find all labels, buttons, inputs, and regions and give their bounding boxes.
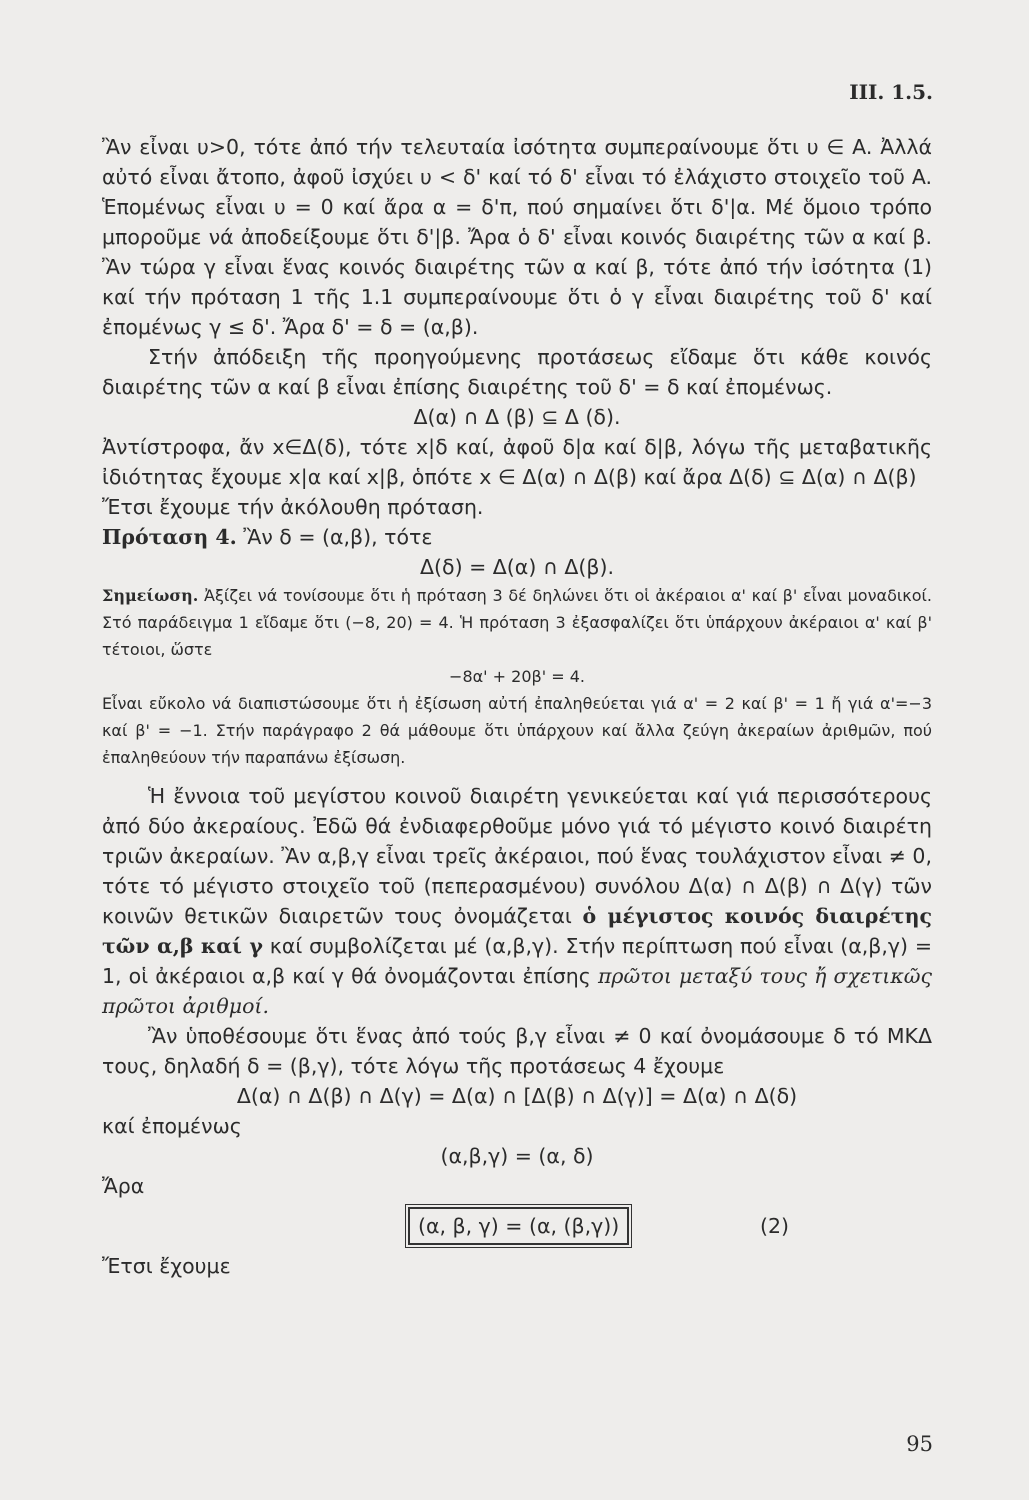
paragraph-so-we-have: Ἔτσι ἔχουμε (102, 1254, 231, 1278)
gcd-definition-text: Ἡ ἔννοια τοῦ μεγίστου κοινοῦ διαιρέτη γενικεύεται καί γιά περισσότερους ἀπό δύο ἀκεραίους. Ἐδῶ θά ἐνδιαφερθοῦμε μόνο γιά τό μέγιστο κοινό διαιρέτη τριῶν ἀκεραίων. Ἂν α,β,γ εἶναι τρεῖς ἀκέραιοι, πού ἕνας τουλάχιστον εἶναι ≠ 0, τότε τό μέγιστο στοιχεῖο τοῦ (πεπερασμένου) συνόλου Δ(α) ∩ Δ(β) ∩ Δ(γ) τῶν κοινῶν θετικῶν διαιρετῶν τους ὀνομάζεται (102, 784, 932, 928)
paragraph-suppose: Ἂν ὑποθέσουμε ὅτι ἕνας ἀπό τούς β,γ εἶναι ≠ 0 καί ὀνομάσουμε δ τό ΜΚΔ τους, δηλαδή δ = (β,γ), τότε λόγω τῆς προτάσεως 4 ἔχουμε (102, 1024, 932, 1078)
paragraph-converse: Ἀντίστροφα, ἄν x∈Δ(δ), τότε x|δ καί, ἀφοῦ δ|α καί δ|β, λόγω τῆς μεταβατικῆς ἰδιότητας ἔχουμε x|α καί x|β, ὁπότε x ∈ Δ(α) ∩ Δ(β) καί ἄρα Δ(δ) ⊆ Δ(α) ∩ Δ(β) (102, 435, 932, 489)
gcd-definition-text-2: καί συμβολίζεται μέ (α,β,γ). Στήν περίπτωση πού εἶναι (α,β,γ) = 1, οἱ ἀκέραιοι α,β καί γ θά ὀνομάζονται ἐπίσης (102, 934, 932, 988)
page-body (102, 132, 932, 1281)
paragraph-thus: Ἔτσι ἔχουμε τήν ἀκόλουθη πρόταση. (102, 495, 484, 519)
page-number: 95 (906, 1432, 933, 1456)
paragraph-proof-end: Ἂν εἶναι υ>0, τότε ἀπό τήν τελευταία ἰσότητα συμπεραίνουμε ὅτι υ ∈ A. Ἀλλά αὐτό εἶναι ἄτοπο, ἀφοῦ ἰσχύει υ < δ' καί τό δ' εἶναι τό ἐλάχιστο στοιχεῖο τοῦ A. Ἑπομένως εἶναι υ = 0 καί ἄρα α = δ'π, πού σημαίνει ὅτι δ'|α. Μέ ὅμοιο τρόπο μποροῦμε νά ἀποδείξουμε ὅτι δ'|β. Ἄρα ὁ δ' εἶναι κοινός διαιρέτης τῶν α καί β. Ἂν τώρα γ εἶναι ἕνας κοινός διαιρέτης τῶν α καί β, τότε ἀπό τήν ἰσότητα (1) καί τήν πρόταση 1 τῆς 1.1 συμπεραίνουμε ὅτι ὁ γ εἶναι διαιρέτης τοῦ δ' καί ἐπομένως γ ≤ δ'. Ἄρα δ' = δ = (α,β). (102, 135, 932, 339)
boxed-formula: (α, β, γ) = (α, (β,γ)) (408, 1207, 629, 1245)
paragraph-gcd-three (102, 781, 932, 1021)
paragraph-divisors: Στήν ἀπόδειξη τῆς προηγούμενης προτάσεως εἴδαμε ὅτι κάθε κοινός διαιρέτης τῶν α καί β εἶναι ἐπίσης διαιρέτης τοῦ δ' = δ καί ἐπομένως. (102, 345, 932, 399)
boxed-formula-row (102, 1207, 932, 1251)
note-paragraph (102, 582, 932, 663)
gcd-term: ὁ μέγιστος κοινός διαιρέτης τῶν α,β καί γ (102, 904, 932, 958)
note-formula: −8α' + 20β' = 4. (449, 667, 585, 686)
coprime-term: πρῶτοι μεταξύ τους ἤ σχετικῶς πρῶτοι ἀριθμοί. (102, 964, 932, 1018)
paragraph-therefore: Ἄρα (102, 1174, 145, 1198)
formula-intersection: Δ(α) ∩ Δ(β) ∩ Δ(γ) = Δ(α) ∩ [Δ(β) ∩ Δ(γ)] = Δ(α) ∩ Δ(δ) (236, 1084, 798, 1108)
proposition-text: Ἂν δ = (α,β), τότε (243, 525, 433, 549)
proposition-4 (102, 522, 932, 552)
note-text-continued: Εἶναι εὔκολο νά διαπιστώσουμε ὅτι ἡ ἐξίσωση αὐτή ἐπαληθεύεται γιά α' = 2 καί β' = 1 ἤ γιά α'=−3 καί β' = −1. Στήν παράγραφο 2 θά μάθουμε ὅτι ὑπάρχουν καί ἄλλα ζεύγη ἀκεραίων ἀριθμῶν, πού ἐπαληθεύουν τήν παραπάνω ἐξίσωση. (102, 694, 932, 767)
formula-gcd-reduction: (α,β,γ) = (α, δ) (440, 1144, 594, 1168)
formula-proposition: Δ(δ) = Δ(α) ∩ Δ(β). (420, 555, 614, 579)
formula-inclusion: Δ(α) ∩ Δ (β) ⊆ Δ (δ). (413, 405, 621, 429)
section-number: III. 1.5. (849, 80, 933, 104)
paragraph-consequently: καί ἐπομένως (102, 1114, 242, 1138)
note-block (102, 582, 932, 771)
note-label: Σημείωση. (102, 586, 199, 605)
proposition-label: Πρόταση 4. (102, 525, 237, 549)
note-text: Ἀξίζει νά τονίσουμε ὅτι ἡ πρόταση 3 δέ δηλώνει ὅτι οἱ ἀκέραιοι α' καί β' εἶναι μοναδικοί. Στό παράδειγμα 1 εἴδαμε ὅτι (−8, 20) = 4. Ἡ πρόταση 3 ἐξασφαλίζει ὅτι ὑπάρχουν ἀκέραιοι α' καί β' τέτοιοι, ὥστε (102, 586, 932, 659)
equation-number: (2) (760, 1214, 790, 1238)
